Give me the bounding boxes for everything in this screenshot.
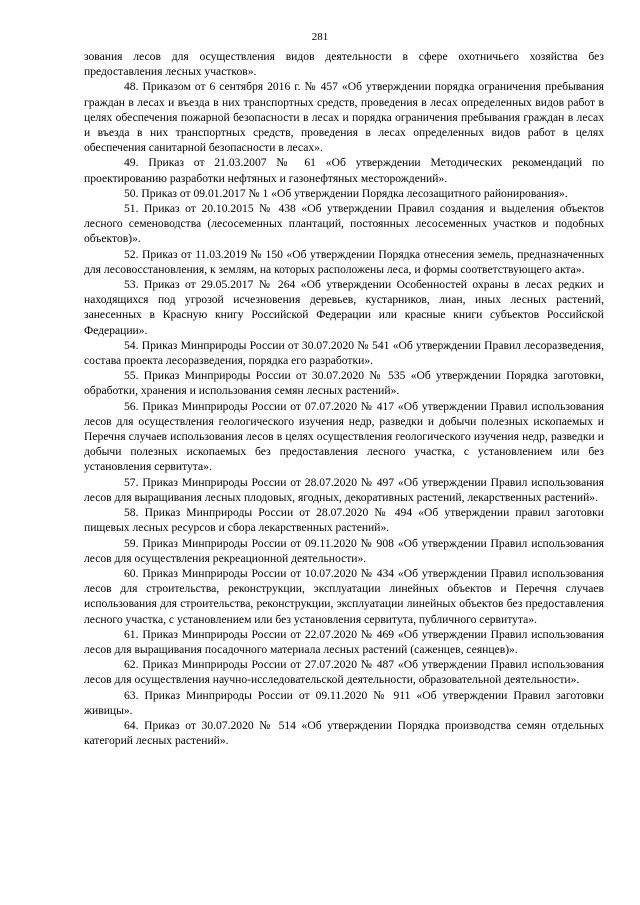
paragraph-item-61: 61. Приказ Минприроды России от 22.07.2020 № 469 «Об утверждении Правил использования лесов для выращивания посадочного материала лесных растений (саженцев, сеянцев)». — [84, 627, 604, 656]
paragraph-item-54: 54. Приказ Минприроды России от 30.07.2020 № 541 «Об утверждении Правил лесоразведения, состава проекта лесоразведения, порядка его разработки». — [84, 338, 604, 368]
paragraph-item-49: 49. Приказ от 21.03.2007 № 61 «Об утверждении Методических рекомендаций по проектированию разработки нефтяных и газонефтяных месторождений». — [84, 156, 604, 185]
paragraph-item-50: 50. Приказ от 09.01.2017 № 1 «Об утверждении Порядка лесозащитного районирования». — [124, 186, 568, 200]
paragraph-item-52: 52. Приказ от 11.03.2019 № 150 «Об утверждении Порядка отнесения земель, предназначенных для лесовосстановления, к землям, на которых расположены леса, и формы соответствующего акта». — [84, 247, 604, 276]
paragraph-item-62: 62. Приказ Минприроды России от 27.07.2020 № 487 «Об утверждении Правил использования лесов для осуществления научно-исследовательской деятельности, образовательной деятельности». — [84, 658, 604, 687]
paragraph-continuation: зования лесов для осуществления видов деятельности в сфере охотничьего хозяйства без предоставления лесных участков». — [84, 50, 604, 79]
paragraph-item-48: 48. Приказом от 6 сентября 2016 г. № 457 «Об утверждении порядка ограничения пребывания граждан в лесах и въезда в них транспортных средств, проведения в лесах определенных видов работ в целях обеспечения пожарной безопасности в лесах и порядка ограничения пребывания граждан в лесах и въезда в них транспортных средств, проведения в лесах определенных видов работ в целях обеспечения санитарной безопасности в лесах». — [84, 80, 604, 155]
page-number: 281 — [311, 31, 329, 43]
paragraph-item-58: 58. Приказ Минприроды России от 28.07.2020 № 494 «Об утверждении правил заготовки пищевых лесных ресурсов и сбора лекарственных растений». — [84, 506, 604, 535]
paragraph-item-53: 53. Приказ от 29.05.2017 № 264 «Об утверждении Особенностей охраны в лесах редких и находящихся под угрозой исчезновения деревьев, кустарников, лиан, иных лесных растений, занесенных в Красную книгу Российской Федерации или красные книги субъектов Российской Федерации». — [84, 278, 604, 337]
paragraph-item-57: 57. Приказ Минприроды России от 28.07.2020 № 497 «Об утверждении Правил использования лесов для выращивания лесных плодовых, ягодных, декоративных растений, лекарственных растений». — [84, 475, 604, 504]
paragraph-item-51: 51. Приказ от 20.10.2015 № 438 «Об утверждении Правил создания и выделения объектов лесного семеноводства (лесосеменных плантаций, постоянных лесосеменных участков и подобных объектов)». — [84, 202, 604, 246]
paragraph-item-59: 59. Приказ Минприроды России от 09.11.2020 № 908 «Об утверждении Правил использования лесов для осуществления рекреационной деятельности». — [84, 536, 604, 565]
document-body — [84, 49, 604, 748]
paragraph-item-60: 60. Приказ Минприроды России от 10.07.2020 № 434 «Об утверждении Правил использования лесов для строительства, реконструкции, эксплуатации линейных объектов и Перечня случаев использования для строительства, реконструкции, эксплуатации линейных объектов без предоставления лесного участка, с установлением или без установления сервитута, публичного сервитута». — [84, 566, 604, 626]
paragraph-item-64: 64. Приказ от 30.07.2020 № 514 «Об утверждении Порядка производства семян отдельных категорий лесных растений». — [84, 718, 604, 748]
paragraph-item-63: 63. Приказ Минприроды России от 09.11.2020 № 911 «Об утверждении Правил заготовки живицы». — [84, 688, 604, 717]
paragraph-item-55: 55. Приказ Минприроды России от 30.07.2020 № 535 «Об утверждении Порядка заготовки, обработки, хранения и использования семян лесных растений». — [84, 369, 604, 398]
paragraph-item-56: 56. Приказ Минприроды России от 07.07.2020 № 417 «Об утверждении Правил использования лесов для осуществления геологического изучения недр, разведки и добычи полезных ископаемых и Перечня случаев использования лесов в целях осуществления геологического изучения недр, разведки и добычи полезных ископаемых без предоставления лесного участка, с установлением или без установления сервитута». — [84, 399, 604, 474]
